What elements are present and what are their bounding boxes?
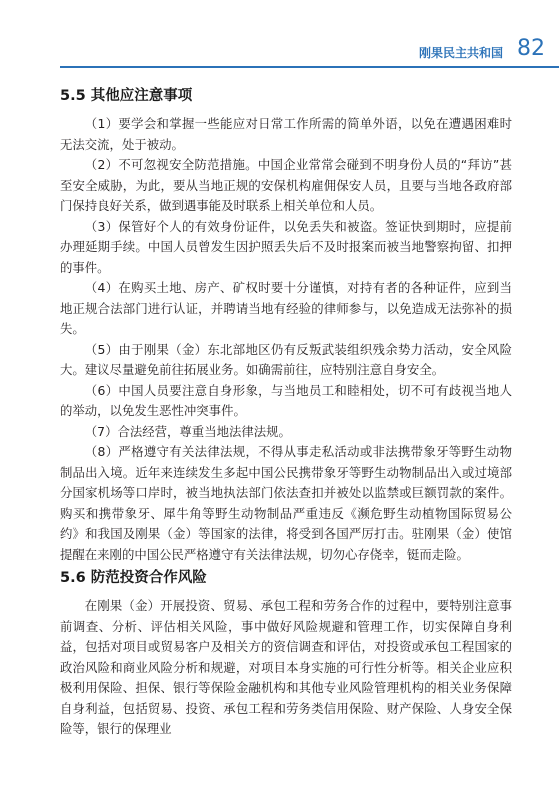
- section-title-5-5: 5.5 其他应注意事项: [60, 88, 193, 104]
- paragraph-1: （1）要学会和掌握一些能应对日常工作所需的简单外语，以免在遭遇困难时无法交流，处于被动。: [60, 116, 512, 152]
- paragraph-8: （8）严格遵守有关法律法规，不得从事走私活动或非法携带象牙等野生动物制品出入境。近年来连续发生多起中国公民携带象牙等野生动物制品出入或过境部分国家机场等口岸时，被当地执法部门依法查扣并被处以监禁或巨额罚款的案件。购买和携带象牙、犀牛角等野生动物制品严重违反《濒危野生动植物国际贸易公约》和我国及刚果（金）等国家的法律，将受到各国严厉打击。驻刚果（金）使馆提醒在来刚的中国公民严格遵守有关法律法规，切勿心存侥幸，铤而走险。: [60, 444, 512, 562]
- paragraph-2: （2）不可忽视安全防范措施。中国企业常常会碰到不明身份人员的“拜访”甚至安全威胁，为此，要从当地正规的安保机构雇佣保安人员，且要与当地各政府部门保持良好关系，做到遇事能及时联系上相关单位和人员。: [60, 157, 512, 213]
- paragraph-5: （5）由于刚果（金）东北部地区仍有反叛武装组织残余势力活动，安全风险大。建议尽量避免前往拓展业务。如确需前往，应特别注意自身安全。: [60, 341, 512, 377]
- section-body-5-6: [60, 596, 512, 740]
- page-header: [0, 36, 559, 74]
- paragraph-9: 在刚果（金）开展投资、贸易、承包工程和劳务合作的过程中，要特别注意事前调查、分析、评估相关风险，事中做好风险规避和管理工作，切实保障自身利益，包括对项目或贸易客户及相关方的资信调查和评估，对投资或承包工程国家的政治风险和商业风险分析和规避，对项目本身实施的可行性分析等。相关企业应积极利用保险、担保、银行等保险金融机构和其他专业风险管理机构的相关业务保障自身利益，包括贸易、投资、承包工程和劳务类信用保险、财产保险、人身安全保险等，银行的保理业: [60, 598, 512, 736]
- section-title-5-6: 5.6 防范投资合作风险: [60, 570, 207, 586]
- paragraph-3: （3）保管好个人的有效身份证件，以免丢失和被盗。签证快到期时，应提前办理延期手续。中国人员曾发生因护照丢失后不及时报案而被当地警察拘留、扣押的事件。: [60, 218, 512, 275]
- paragraph-6: （6）中国人员要注意自身形象，与当地员工和睦相处，切不可有歧视当地人的举动，以免发生恶性冲突事件。: [60, 382, 512, 418]
- paragraph-7: （7）合法经营，尊重当地法律法规。: [84, 423, 291, 439]
- paragraph-4: （4）在购买土地、房产、矿权时要十分谨慎，对持有者的各种证件，应到当地正规合法部门进行认证，并聘请当地有经验的律师参与，以免造成无法弥补的损失。: [60, 280, 512, 336]
- section-body-5-5: [60, 114, 512, 565]
- header-rule: [60, 66, 559, 68]
- page-number: 82: [517, 36, 545, 61]
- header-country: 刚果民主共和国: [418, 46, 503, 60]
